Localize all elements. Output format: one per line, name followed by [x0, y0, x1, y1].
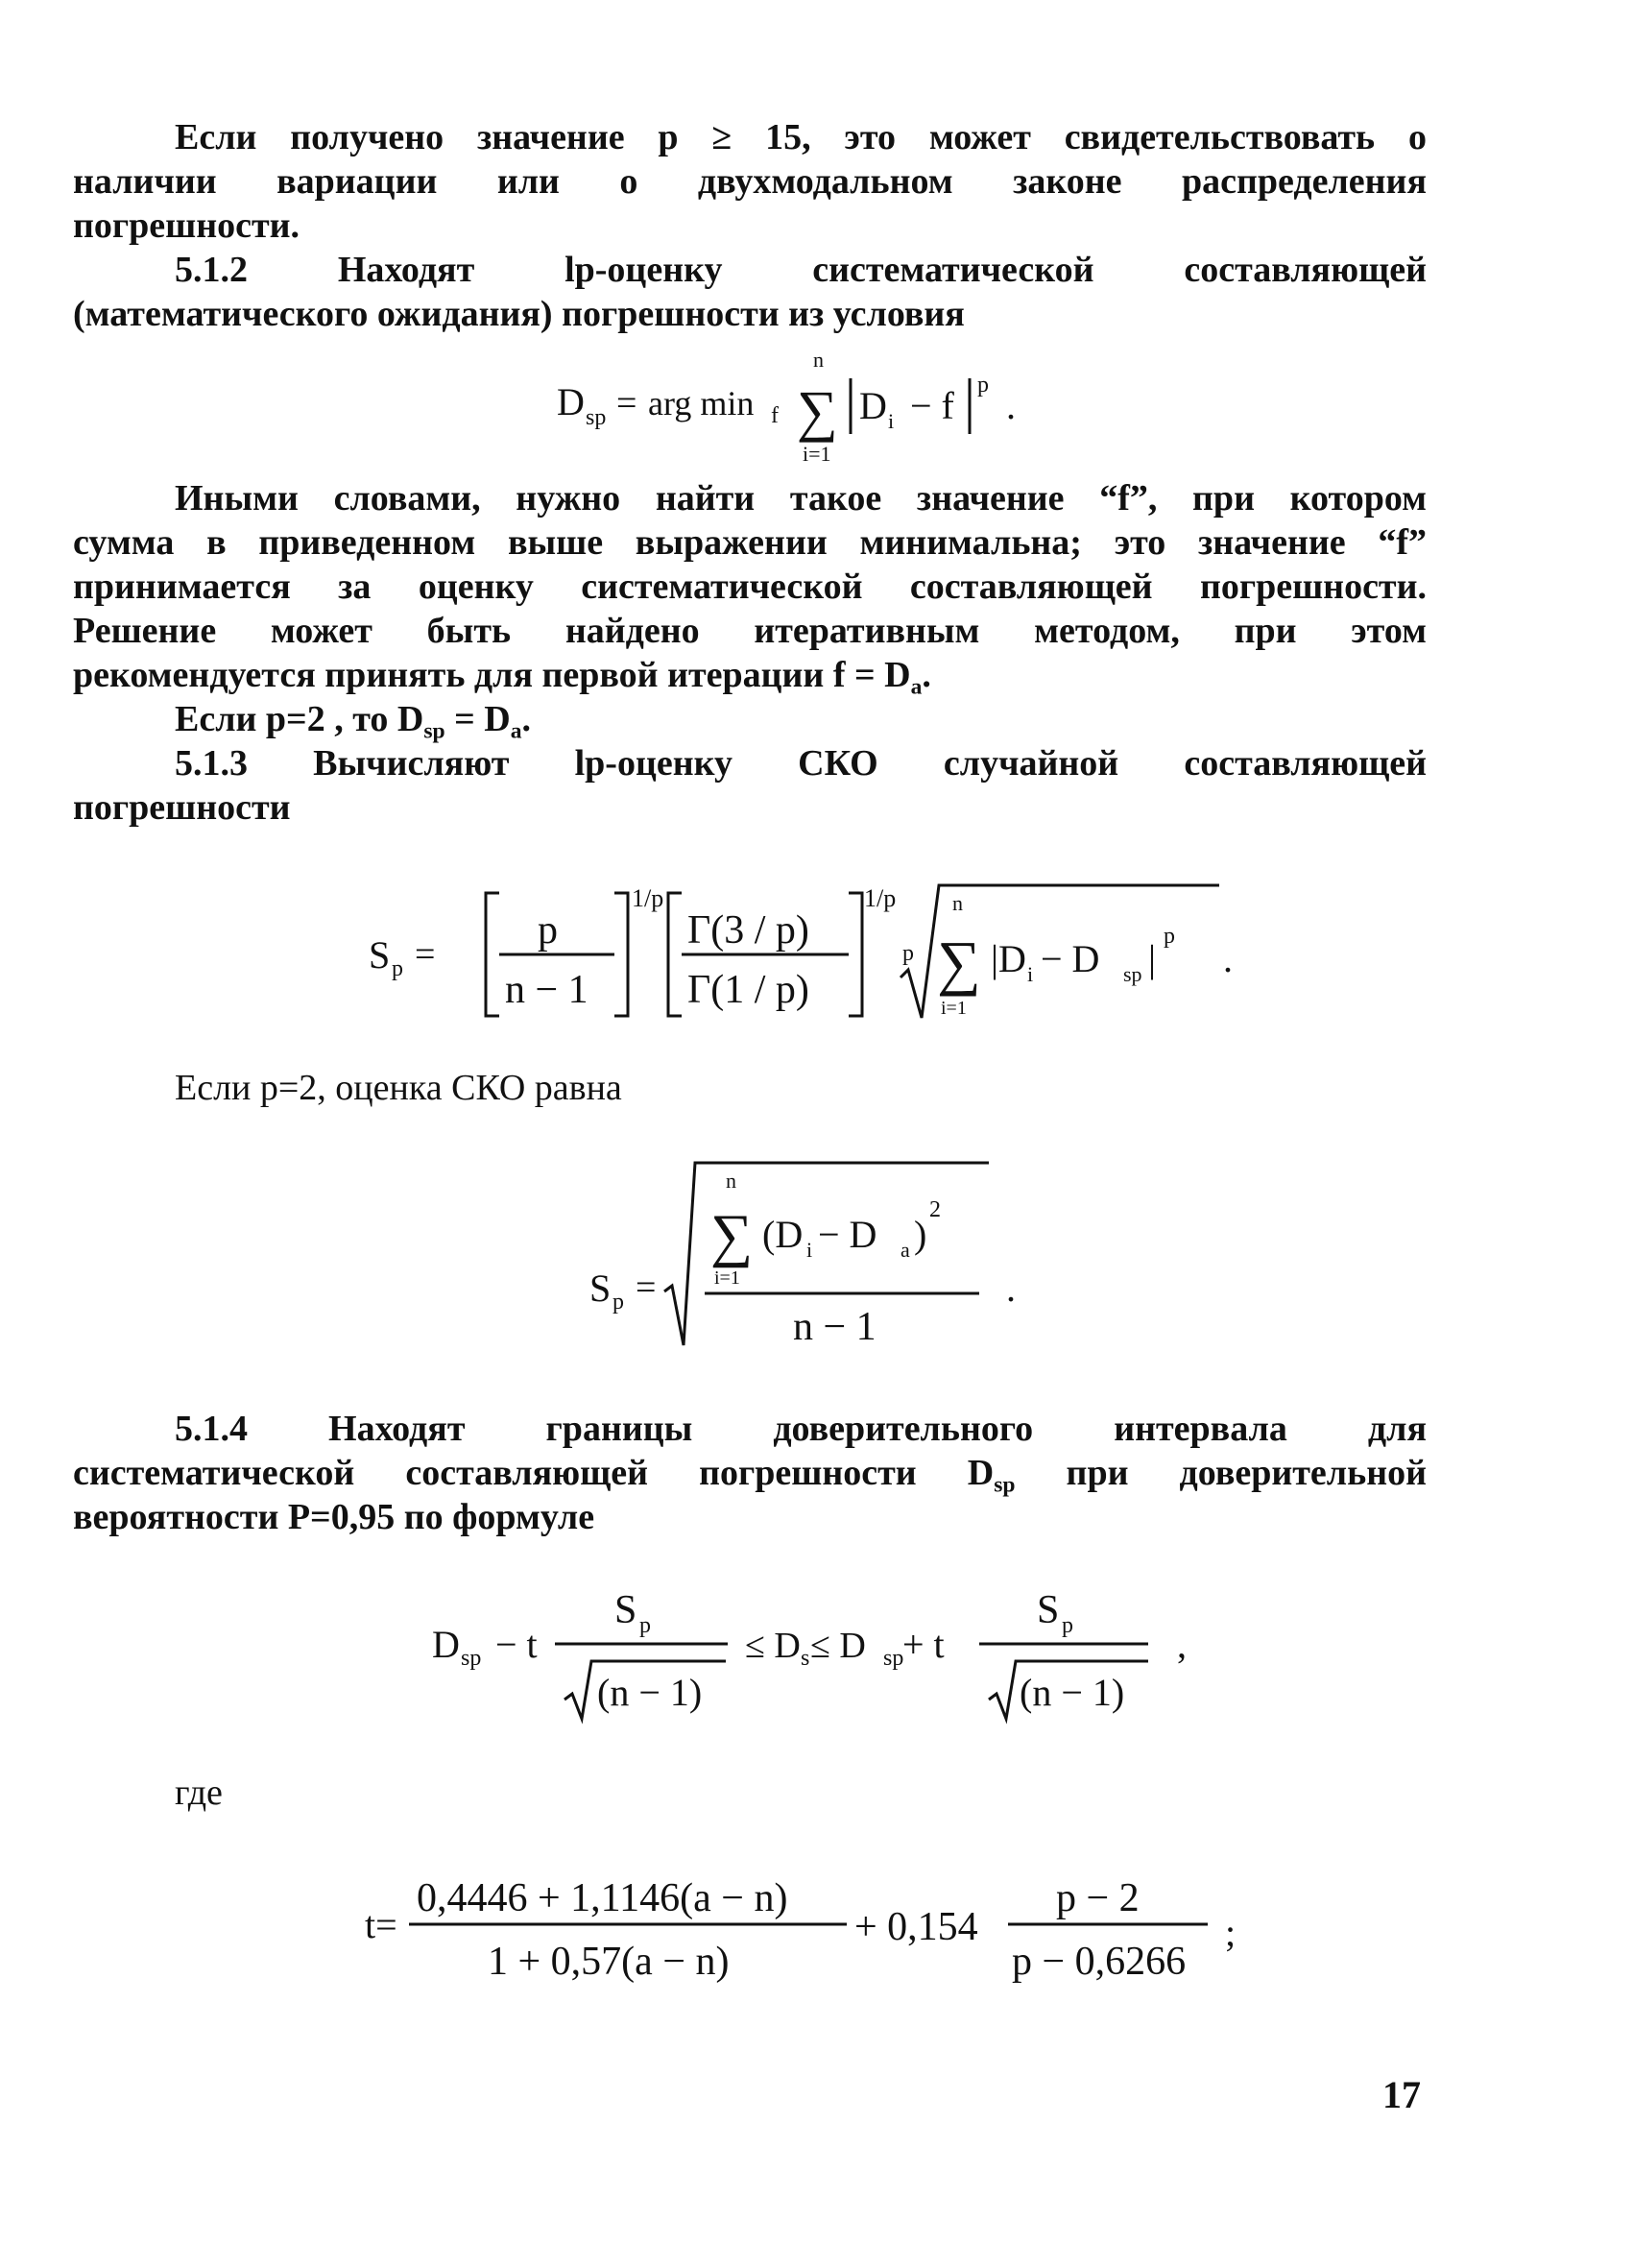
text-line: погрешности — [73, 787, 291, 828]
text-line: погрешности. — [73, 205, 300, 246]
formula-text: n — [726, 1169, 736, 1193]
formula-dsp-argmin — [538, 346, 1075, 480]
text-line: Решение может быть найдено итеративным методом, при этом — [73, 611, 1427, 651]
text-span: систематической составляющей погрешности D — [73, 1453, 995, 1493]
formula-text: t= — [365, 1903, 397, 1946]
formula-text: p — [977, 373, 989, 398]
formula-text: ∑ — [797, 379, 838, 443]
formula-text: sp — [883, 1646, 904, 1671]
formula-text: S — [589, 1267, 612, 1310]
subscript: a — [910, 674, 923, 700]
text-line: где — [175, 1773, 223, 1813]
text-span: при доверительной — [1015, 1453, 1427, 1493]
section-5-1-2-heading: 5.1.2 Находят lp-оценку систематической составляющей — [175, 250, 1427, 290]
formula-text: n — [813, 348, 824, 372]
formula-text: f — [771, 403, 779, 428]
formula-text: p — [902, 941, 914, 966]
formula-sp-p2 — [576, 1147, 1037, 1359]
text-span: Если p=2 , то D — [175, 699, 424, 739]
formula-text: ∑ — [710, 1203, 754, 1268]
formula-text: i — [806, 1238, 813, 1262]
subscript: sp — [423, 718, 445, 744]
formula-text: s — [801, 1646, 810, 1671]
formula-text: (D — [762, 1213, 804, 1256]
text-line: сумма в приведенном выше выражении минимальна; это значение “f” — [73, 522, 1427, 563]
formula-text: . — [1006, 384, 1016, 427]
formula-text: i=1 — [941, 998, 967, 1019]
formula-text: . — [1223, 937, 1233, 980]
formula-text: n − 1 — [793, 1305, 877, 1349]
formula-text: Γ(3 / p) — [687, 908, 809, 953]
formula-text: i — [888, 409, 895, 433]
subscript: a — [510, 718, 522, 744]
left-bracket — [486, 893, 499, 1016]
formula-text: ≤ D — [745, 1626, 801, 1666]
formula-text: ∑ — [937, 929, 981, 997]
formula-text: − f — [910, 384, 954, 427]
formula-text: . — [1006, 1267, 1016, 1310]
formula-text: 1/p — [864, 884, 897, 912]
formula-text: p − 0,6266 — [1012, 1940, 1187, 1984]
formula-confidence-interval — [422, 1575, 1210, 1738]
formula-text: , — [1177, 1623, 1187, 1666]
formula-text: = — [415, 934, 436, 975]
formula-text: sp — [586, 405, 607, 430]
formula-text: |D — [991, 937, 1026, 980]
formula-text: i=1 — [714, 1267, 740, 1289]
formula-text: sp — [461, 1646, 482, 1671]
formula-text: S — [1037, 1588, 1060, 1632]
text-line: наличии вариации или о двухмодальном законе распределения — [73, 161, 1427, 202]
text-line: вероятности P=0,95 по формуле — [73, 1497, 595, 1537]
formula-text: ) — [914, 1213, 927, 1256]
text-line: принимается за оценку систематической составляющей погрешности. — [73, 567, 1427, 607]
formula-text: ≤ D — [810, 1626, 866, 1666]
formula-text: p — [1062, 1613, 1073, 1638]
formula-text: = — [616, 383, 637, 423]
formula-text: i=1 — [803, 442, 831, 466]
text-line: Иными словами, нужно найти такое значение “f”, при котором — [175, 478, 1427, 519]
formula-t-coefficient — [359, 1863, 1261, 1997]
formula-text: 0,4446 + 1,1146(a − n) — [417, 1876, 788, 1920]
formula-text: a — [901, 1238, 910, 1262]
formula-text: 2 — [929, 1197, 941, 1222]
formula-text: n — [952, 891, 963, 915]
right-bracket — [614, 893, 628, 1016]
formula-text: + 0,154 — [854, 1905, 978, 1949]
formula-text: = — [636, 1267, 657, 1308]
text-line: Если p=2, оценка СКО равна — [175, 1068, 622, 1108]
formula-text: D — [859, 384, 887, 427]
formula-text: (n − 1) — [597, 1671, 703, 1714]
formula-text: 1 + 0,57(a − n) — [488, 1940, 730, 1984]
formula-text: D — [432, 1623, 460, 1666]
section-5-1-4-heading: 5.1.4 Находят границы доверительного интервала для — [175, 1409, 1427, 1449]
formula-text: − D — [1041, 937, 1100, 980]
text-span: = D — [444, 699, 511, 739]
formula-text: n − 1 — [505, 968, 588, 1012]
right-bracket — [849, 893, 862, 1016]
formula-text: p — [392, 956, 403, 981]
formula-text: + t — [902, 1623, 945, 1666]
formula-sp-lp — [355, 864, 1277, 1037]
left-bracket — [668, 893, 682, 1016]
page-number: 17 — [1382, 2073, 1421, 2116]
text-line: Если получено значение р ≥ 15, это может свидетельствовать о — [175, 117, 1427, 157]
formula-text: − D — [818, 1213, 877, 1256]
subscript: sp — [994, 1472, 1016, 1498]
formula-text: p — [612, 1290, 624, 1315]
formula-text: sp — [1123, 962, 1142, 986]
section-5-1-3-heading: 5.1.3 Вычисляют lp-оценку СКО случайной составляющей — [175, 743, 1427, 784]
text-span: рекомендуется принять для первой итерации f = D — [73, 655, 911, 695]
text-line: (математического ожидания) погрешности из условия — [73, 294, 965, 334]
formula-text: ; — [1225, 1911, 1237, 1954]
formula-text: S — [369, 933, 391, 977]
formula-text: D — [557, 380, 585, 423]
formula-text: p − 2 — [1056, 1876, 1140, 1920]
formula-text: S — [614, 1588, 637, 1632]
formula-text: p — [1164, 924, 1175, 949]
formula-text: p — [639, 1613, 651, 1638]
formula-text: 1/p — [632, 884, 664, 912]
formula-text: | — [1148, 937, 1157, 980]
formula-text: i — [1027, 962, 1034, 986]
text-span: . — [922, 655, 931, 695]
text-span: . — [521, 699, 531, 739]
formula-text: p — [538, 908, 558, 953]
formula-text: arg min — [648, 384, 755, 422]
formula-text: (n − 1) — [1020, 1671, 1125, 1714]
formula-text: − t — [495, 1623, 538, 1666]
formula-text: Γ(1 / p) — [687, 968, 809, 1012]
